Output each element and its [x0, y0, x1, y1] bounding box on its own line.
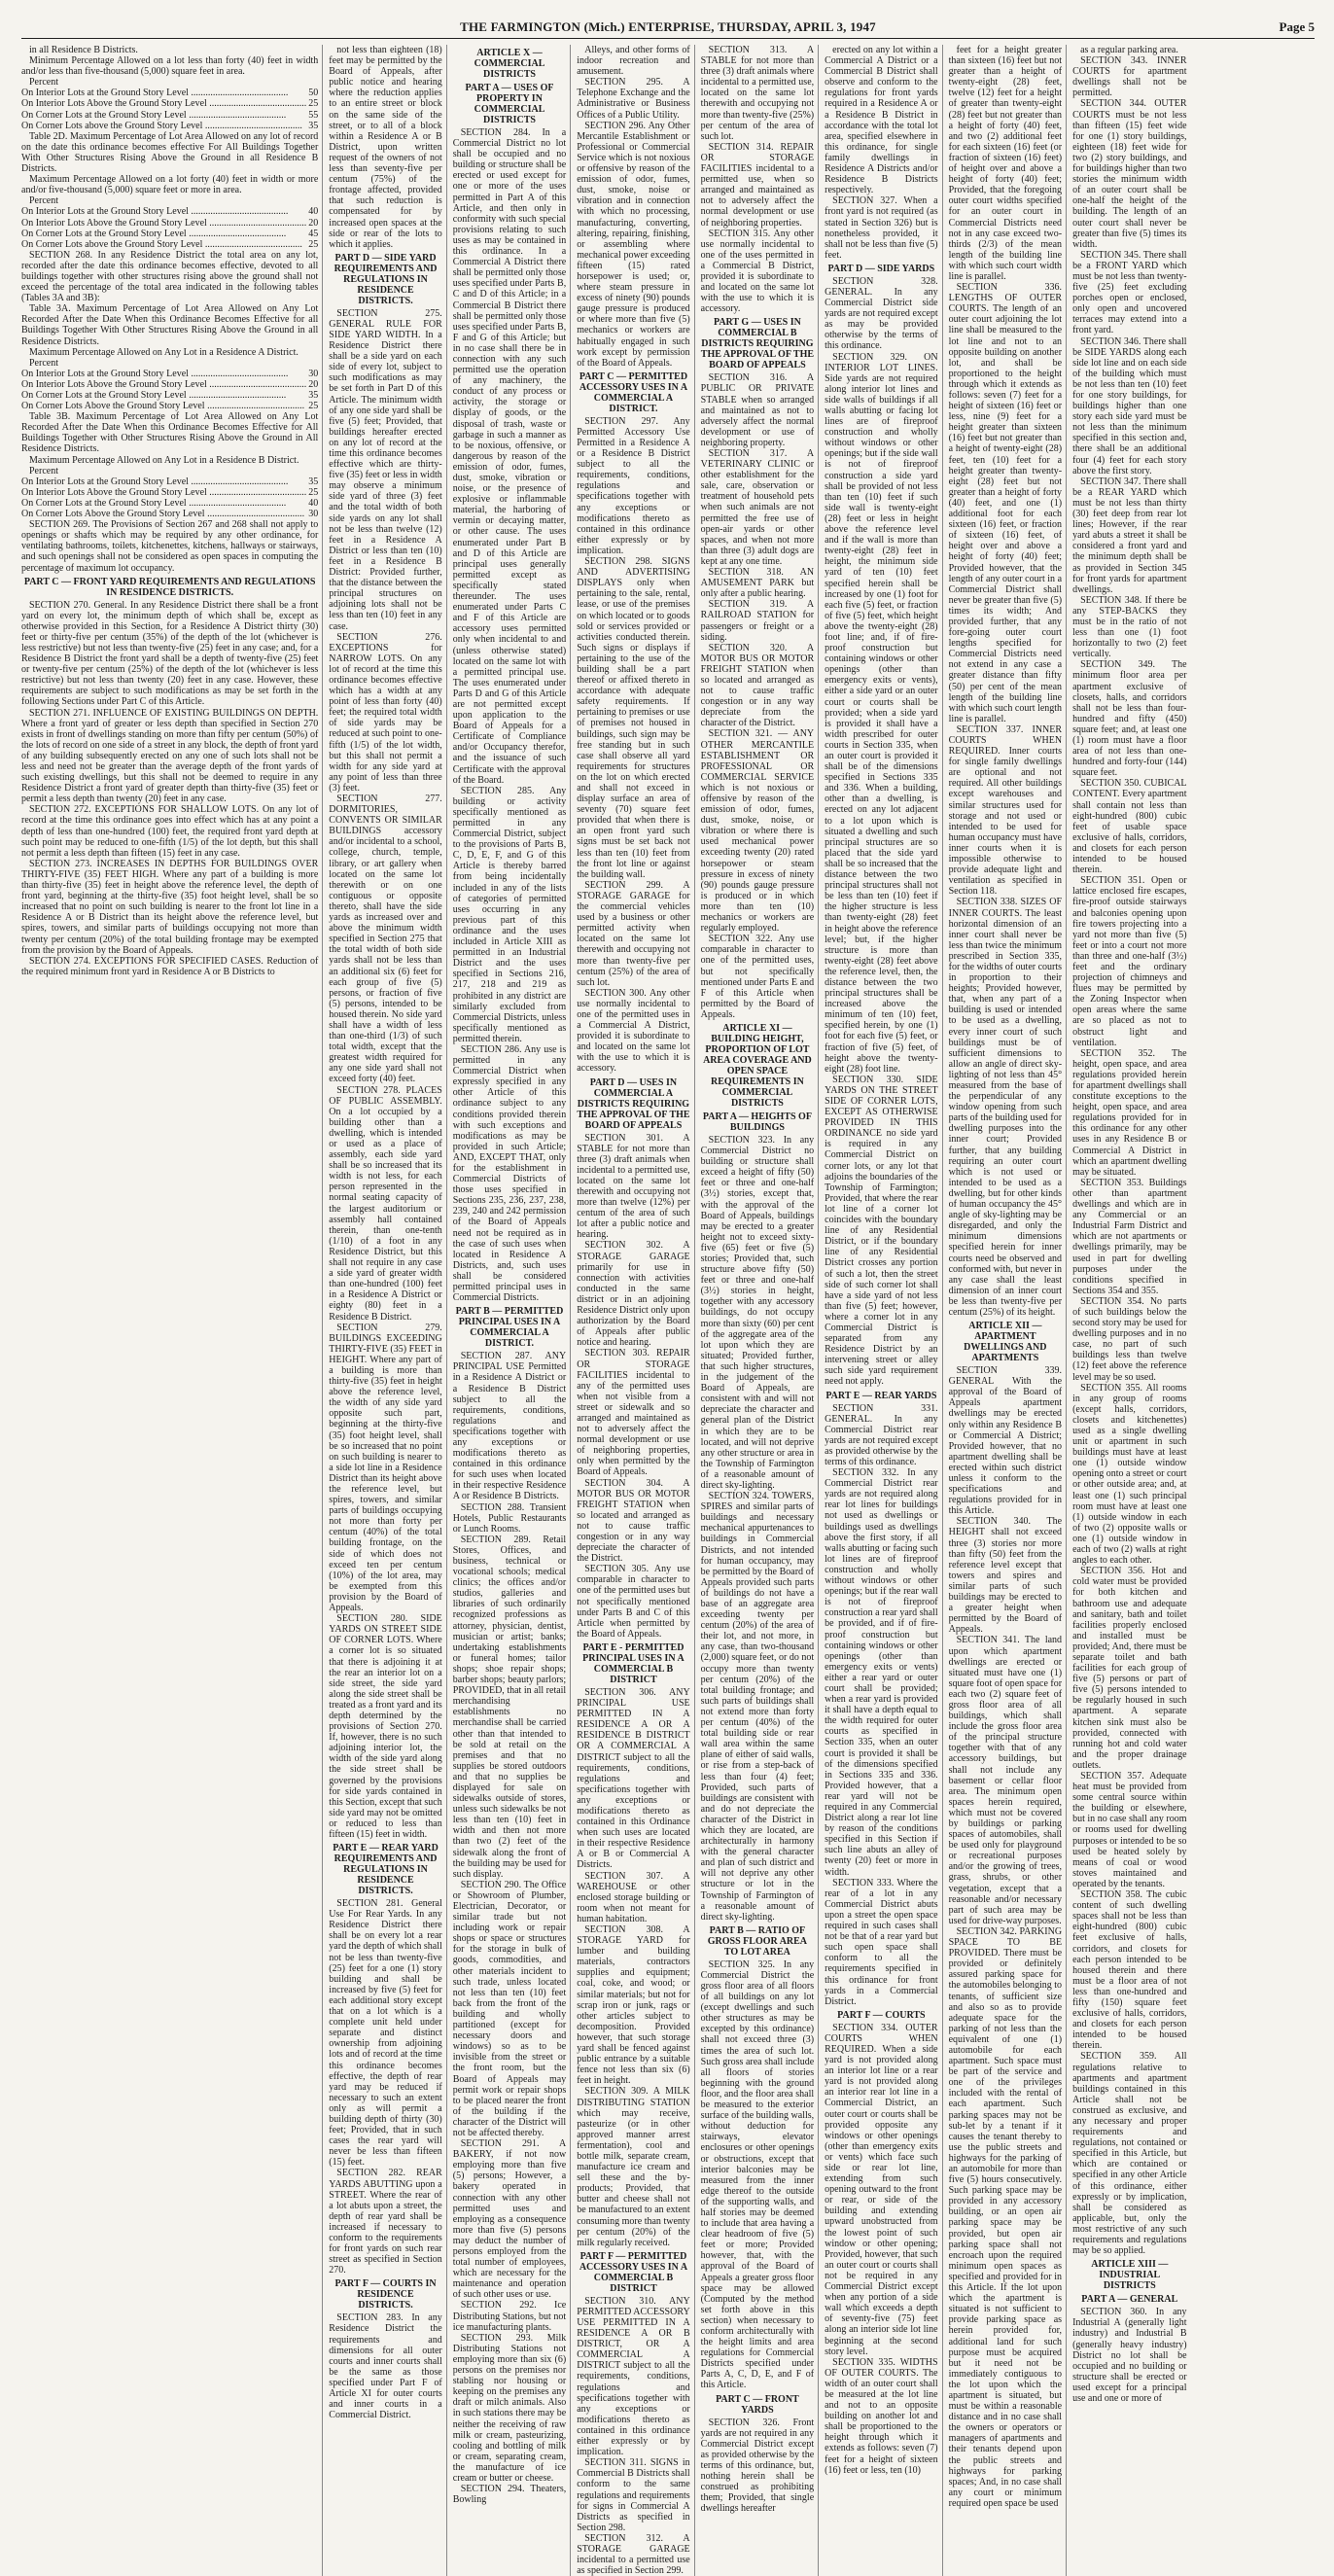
table-row-label: On Corner Lots Above the Ground Story Level .....: [21, 401, 306, 411]
paragraph: SECTION 344. OUTER COURTS must be not less than fifteen (15) feet wide for one (1) story buildings, eighteen (18) feet wide for two (2) story buildings, and for buildings higher than two stories the minimum width of an outer court shall be one-half the height of the building. The length of an outer court shall never be greater than five (5) times its width.: [1072, 98, 1187, 250]
paragraph: SECTION 296. Any Other Mercantile Establishment or Professional or Commercial Service which is not noxious or offensive by reason of the emission of odor, fumes, dust, smoke, noise or vibration and in connection with which no processing, manufacturing, converting, altering, repairing, finishing, or assembling where mechanical power exceeding fifteen (15) rated horsepower is used; or, where steam pressure in excess of ninety (90) pounds gauge pressure is produced or where more than five (5) mechanics or workers are habitually engaged in such work except by permission of the Board of Appeals.: [577, 120, 690, 369]
percentage-table-row: [21, 476, 318, 487]
paragraph: SECTION 291. A BAKERY, if not now employing more than five (5) persons; However, a bakery operated in connection with any other permitted uses and employing as a consequence more than five (5) persons may deduct the number of persons employed from the total number of employees, which are necessary for the maintenance and operation of such other uses or use.: [452, 2138, 567, 2301]
table-row-value: 35: [308, 120, 319, 131]
paragraph: SECTION 340. The HEIGHT shall not exceed three (3) stories nor more than fifty (50) feet from the reference level except that towers and spires and similar parts of such buildings may be erected to a greater height when permitted by the Board of Appeals.: [948, 1516, 1063, 1636]
table-row-label: On Interior Lots Above the Ground Story Level .....: [21, 98, 306, 109]
paragraph: SECTION 355. All rooms in any group of rooms (except halls, corridors, closets and kitchenettes) used as a single dwelling unit or apartment in such buildings must have at least one (1) outside window opening onto a street or court or other outside area; and, at least one (1) such principal room must have at least one (1) outside window in each of two (2) opposite walls or one (1) outside window in each of two (2) walls at right angles to each other.: [1072, 1382, 1187, 1567]
table-row-label: On Corner Lots at the Ground Story Level .....: [21, 390, 306, 401]
paragraph: SECTION 302. A STORAGE GARAGE primarily for use in connection with activities conducted in the same district or in an adjoining Residence District only upon authorization by the Board of Appeals after public notice and hearing.: [577, 1240, 690, 1349]
paragraph: SECTION 317. A VETERINARY CLINIC or other establishment for the sale, care, observation or treatment of household pets when such animals are not permitted the free use of open-air yards or other spaces, and when not more than three (3) adult dogs are kept at any one time.: [700, 448, 815, 567]
paragraph: SECTION 332. In any Commercial District rear yards are not required along rear lot lines for buildings not used as dwellings or buildings used as dwellings above the first story, if all walls abutting or facing such lot lines are of fireproof construction and wholly without windows or other openings; but if the rear wall is not of fireproof construction a rear yard shall be provided, and if of fire-proof construction but containing windows or other openings (other than emergency exits or vents) either a rear yard or outer court shall be provided; when a rear yard is provided it shall have a depth equal to the width required for outer courts as specified in Section 335, when an outer court is provided it shall be of the dimensions specified in Sections 335 and 336. Provided however, that a rear yard will not be required in any Commercial District along a rear lot line by reason of the conditions specified in this Section if such line abuts an alley of twenty (20) feet or more in width.: [825, 1467, 938, 1878]
paragraph: SECTION 268. In any Residence District the total area on any lot, recorded after the date this ordinance becomes effective, devoted to all buildings together with other structures rising above the ground shall not exceed the percentage of the total area indicated in the following tables (Tables 3A and 3B):: [21, 249, 319, 304]
paragraph: SECTION 282. REAR YARDS ABUTTING upon a STREET. Where the rear of a lot abuts upon a street, the depth of rear yard shall be increased if necessary to conform to the requirements for front yards on such rear street as specified in Section 270.: [329, 2168, 442, 2276]
section-heading: PART C — FRONT YARD REQUIREMENTS AND REGULATIONS IN RESIDENCE DISTRICTS.: [23, 576, 316, 598]
paragraph: SECTION 341. The land upon which apartment dwellings are erected or situated must have one (1) square foot of open space for each two (2) square feet of gross floor area of all buildings, which shall include the gross floor area of the principal structure together with that of any accessory buildings, but shall not include any basement or cellar floor area. The minimum open spaces herein required, which must not be covered by buildings or parking spaces of automobiles, shall be used only for playground or recreational purposes and/or the growing of trees, grass, shrubs, or other vegetation, except that a reasonable and/or necessary part of such area may be used for drive-way purposes.: [948, 1635, 1063, 1926]
paragraph: SECTION 269. The Provisions of Section 267 and 268 shall not apply to openings or shafts which may be required by any other ordinance, for ventilating bathrooms, toilets, kitchenettes, kitchens, hallways or stairways, and such openings shall not be considered as open spaces in computing the percentage of maximum lot occupancy.: [21, 519, 319, 574]
section-heading: PART C — FRONT YARDS: [716, 2393, 799, 2416]
paragraph: SECTION 283. In any Residence District the requirements and dimensions for all outer courts and inner courts shall be the same as those specified under Part F of Article XI for outer courts and inner courts in a Commercial District.: [329, 2312, 442, 2421]
section-heading: PART F — COURTS IN RESIDENCE DISTRICTS.: [334, 2278, 437, 2311]
table-row-label: On Corner Lots at the Ground Story Level .....: [21, 229, 306, 239]
paragraph: SECTION 360. In any Industrial A (generally light industry) and Industrial B (generally heavy industry) District no lot shall be occupied and no building or structure shall be erected or used except for a principal use and one or more of: [1072, 2307, 1187, 2404]
paragraph: SECTION 300. Any other use normally incidental to one of the permitted uses in a Commercial A District, provided it is subordinate to and located on the same lot with the use to which it is accessory.: [577, 987, 690, 1075]
table-row-label: On Corner Lots Above the Ground Story Level .....: [21, 509, 306, 519]
section-heading: PART D — SIDE YARD REQUIREMENTS AND REGULATIONS IN RESIDENCE DISTRICTS.: [334, 252, 438, 306]
percentage-table-row: [21, 229, 318, 239]
percentage-table-row: [21, 110, 318, 121]
section-heading: PART E — REAR YARDS: [825, 1390, 937, 1401]
paragraph: SECTION 315. Any other use normally incidental to one of the uses permitted in a Commercial B District, provided it is subordinate to and located on the same lot with the use to which it is accessory.: [700, 228, 815, 315]
table-row-value: 25: [308, 401, 319, 412]
paragraph: SECTION 273. INCREASES IN DEPTHS FOR BUILDINGS OVER THIRTY-FIVE (35) FEET HIGH. Where any part of a building is more than thirty-five (35) feet in height above the reference level, the depth of front yard, beginning at the thirty-five (35) foot height level, shall be so increased that no point on such building is nearer to the front lot line in a Residence A or B District than its height above the reference level, but spires, towers, and similar parts of buildings occupying not more than twenty per centum (20%) of the total building frontage may be exempted from the provision by the Board of Appeals.: [21, 858, 319, 956]
section-heading: PART B — RATIO OF GROSS FLOOR AREA TO LOT AREA: [707, 1924, 808, 1958]
section-heading: PART F — COURTS: [837, 2009, 926, 2021]
section-heading: PART G — USES IN COMMERCIAL B DISTRICTS REQUIRING THE APPROVAL OF THE BOARD OF APPEALS: [700, 317, 815, 371]
paragraph: SECTION 288. Transient Hotels, Public Restaurants or Lunch Rooms.: [452, 1501, 567, 1535]
percentage-table-row: [21, 369, 318, 379]
paragraph: SECTION 328. GENERAL. In any Commercial District side yards are not required except as may be provided otherwise by the terms of this ordinance.: [825, 275, 938, 352]
paragraph: SECTION 314. REPAIR OR STORAGE FACILITIES incidental to a permitted use, when so arranged and maintained as not to adversely affect the normal development or use of neighboring properties.: [700, 141, 815, 229]
section-heading: PART E — REAR YARD REQUIREMENTS AND REGULATIONS IN RESIDENCE DISTRICTS.: [333, 1843, 439, 1897]
paragraph: SECTION 330. SIDE YARDS ON THE STREET SIDE OF CORNER LOTS, EXCEPT AS OTHERWISE PROVIDED IN THIS ORDINANCE no side yard is required in any Commercial District on corner lots, or any lot that adjoins the boundaries of the Township of Farmington; Provided, that where the rear lot line of a corner lot coincides with the boundary line of any Residential District, or if the boundary line of any Residential District crosses any portion of such a lot, then the street side of such corner lot shall have a side yard of not less than five (5) feet; however, where a corner lot in any Commercial District is separated from any Residence District by an intervening street or alley such side yard requirement need not apply.: [825, 1074, 938, 1388]
paragraph: SECTION 320. A MOTOR BUS OR MOTOR FREIGHT STATION when so located and arranged as not to cause traffic congestion or in any way depreciate from the character of the District.: [700, 642, 815, 729]
text-column-2: [329, 45, 446, 2576]
paragraph: SECTION 289. Retail Stores, Offices, and business, technical or vocational schools; medical clinics; the offices and/or studios, galleries and libraries of such ordinarily recognized professions as attorney, physician, dentist, musician or artist; banks; undertaking establishments or funeral homes; tailor shops; shoe repair shops; barber shops; beauty parlors; PROVIDED, that in all retail merchandising establishments no merchandise shall be carried other than that intended to be sold at retail on the premises and that no supplies be stored outdoors and that no supplies be displayed for sale on sidewalks outside of stores, unless such sidewalks be not less than ten (10) feet in width and then not more than two (2) feet of the sidewalk along the front of the building may be used for such display.: [452, 1534, 567, 1880]
percentage-table-row: [21, 98, 318, 109]
paragraph: SECTION 285. Any building or activity specifically mentioned as permitted in any Commercial District, subject to the provisions of Parts B, C, D, E, F, and G of this Article is thereby barred from being incidentally included in any of the lists of categories of permitted uses occurring in any previous part of this ordinance and the uses included in Article XIII as permitted in an Industrial District and the uses specified in Sections 216, 217, 218 and 219 as prohibited in any district are similarly excluded from Commercial Districts, unless specifically mentioned as permitted therein.: [452, 785, 567, 1044]
masthead: [21, 8, 1315, 39]
masthead-title: THE FARMINGTON (Mich.) ENTERPRISE, THURSDAY, APRIL 3, 1947: [460, 19, 876, 34]
paragraph: SECTION 306. ANY PRINCIPAL USE PERMITTED IN A RESIDENCE A OR A RESIDENCE B DISTRICT OR A COMMERCIAL A DISTRICT subject to all the requirements, conditions, regulations and specifications together with any exceptions or modifications thereto as contained in this Ordinance when such uses are located in their respective Residence A or B or Commercial A Districts.: [577, 1686, 690, 1871]
text-column-7: [949, 45, 1067, 2576]
text-column-3: [453, 45, 571, 2576]
paragraph: SECTION 321. — ANY OTHER MERCANTILE ESTABLISHMENT OR PROFESSIONAL OR COMMERCIAL SERVICE which is not noxious or offensive by reason of the emission of odor, fumes, dust, smoke, noise, or vibration or where there is used mechanical power exceeding twenty (20) rated horsepower or steam pressure in excess of ninety (90) pounds gauge pressure is produced or in which more than ten (10) mechanics or workers are regularly employed.: [700, 728, 815, 935]
paragraph: SECTION 311. SIGNS in Commercial B Districts shall conform to the same regulations and requirements for signs in Commercial A Districts as specified in Section 298.: [577, 2457, 690, 2533]
text-column-1: [21, 45, 323, 2576]
section-heading: PART A — HEIGHTS OF BUILDINGS: [702, 1111, 812, 1133]
paragraph: SECTION 323. In any Commercial District no building or structure shall exceed a height of fifty (50) feet or three and one-half (3½) stories, except that, with the approval of the Board of Appeals, buildings may be erected to a greater height not to exceed sixty-five (65) feet or five (5) stories; Provided that, such structure above fifty (50) feet or three and one-half (3½) stories in height, together with any accessory buildings, do not occupy more than sixty (60) per cent of the aggregate area of the lot upon which they are situated; Provided further, that such higher structures, in the judgement of the Board of Appeals, are consistent with and will not depreciate the character and general plan of the District in which they are to be located, and will not deprive any other structure or area in the Township of Farmington of a reasonable amount of direct sky-lighting.: [700, 1134, 815, 1491]
paragraph: SECTION 299. A STORAGE GARAGE for the commercial vehicles used by a business or other permitted activity when located on the same lot therewith and occupying not more than twenty-five per centum (25%) of the area of such lot.: [577, 879, 690, 988]
paragraph: SECTION 284. In a Commercial District no lot shall be occupied and no building or structure shall be erected or used except for one or more of the uses permitted in Part A of this Article, and then only in conformity with such special provisions relating to such uses as may be contained in this ordinance. In a Commercial A District there shall be permitted only those uses specified under Parts B, C and D of this Article; in a Commercial B District there shall be permitted only those uses specified under Parts B, F and G of this Article; but in no case shall there be in connection with any such permitted use the operation of any machinery, the conduct of any process or activity, the storage or display of goods, or the disposal of trash, waste or garbage in such a manner as to be noxious, offensive, or dangerous by reason of the emission of odor, fumes, dust, smoke, vibration or noise, or the presence of explosive or inflammable material, the harboring of vermin or decaying matter, or other cause. The uses enumerated under Part B and D of this Article are principal uses generally permitted except as specifically stated thereunder. The uses enumerated under Parts C and F of this Article are accessory uses permitted only when incidental to and (unless otherwise stated) located on the same lot with a permitted principal use. The uses enumerated under Parts D and G of this Article are not permitted except upon application to the Board of Appeals for a Certificate of Compliance and/or Occupancy therefor, and the issuance of such Certificate with the approval of the Board.: [452, 127, 567, 786]
paragraph: SECTION 354. No parts of such buildings below the second story may be used for dwelling purposes and in no case, no part of such buildings less than twelve (12) feet above the reference level may be so used.: [1072, 1295, 1187, 1383]
percentage-table-row: [21, 379, 318, 390]
paragraph: SECTION 316. A PUBLIC OR PRIVATE STABLE when so arranged and maintained as not to adversely affect the normal development or use of neighboring property.: [700, 372, 815, 448]
paragraph: SECTION 352. The height, open space, and area regulations provided herein for apartment dwellings shall constitute exceptions to the height, open space, and area regulations provided for in this ordinance for any other uses in any Residence B or Commercial A District in which an apartment dwelling may be situated.: [1072, 1047, 1187, 1178]
percentage-table-row: [21, 206, 318, 217]
paragraph: SECTION 322. Any use comparable in character to one of the permitted uses, but not specifically mentioned under Parts E and F of this Article when permitted by the Board of Appeals.: [700, 934, 815, 1020]
table-row-label: On Interior Lots Above the Ground Story Level .....: [21, 218, 306, 229]
paragraph: SECTION 326. Front yards are not required in any Commercial District except as provided otherwise by the terms of this ordinance, but, nothing herein shall be construed as prohibiting them; Provided, that single dwellings hereafter: [700, 2417, 815, 2515]
paragraph: Percent: [29, 465, 58, 476]
paragraph: SECTION 301. A STABLE for not more than three (3) draft animals when incidental to a permitted use, located on the same lot therewith and occupying not more than twelve (12%) per centum of the area of such lot after a public notice and hearing.: [577, 1132, 690, 1241]
table-row-value: 25: [308, 486, 319, 498]
page-number: Page 5: [1279, 19, 1315, 34]
paragraph: Percent: [29, 77, 58, 88]
paragraph: SECTION 336. LENGTHS OF OUTER COURTS. The length of an outer court adjoining the lot line shall be measured to the lot line and not to an opposite building on another lot, and shall be proportioned to the height through which it extends as follows: seven (7) feet for a height of sixteen (16) feet or less, nine (9) feet for a height greater than sixteen (16) feet but not greater than a height of twenty-eight (28) feet, ten (10) feet for a height greater than twenty-eight (28) feet but not greater than a height of forty (40) feet, and one (1) additional foot for each sixteen (16) feet, or fraction of sixteen (16) feet, of height over and above a height of forty (40) feet; Provided however, that the length of any outer court in a Commercial District shall never be greater than five (5) times its width; And provided further, that any fore-going outer court lengths specified for Commercial Districts need not extend in any case a greater distance than fifty (50) per cent of the mean length of the building line with which such court length line is parallel.: [948, 282, 1063, 724]
paragraph: Table 3A. Maximum Percentage of Lot Area Allowed on Any Lot Recorded After the Date When this Ordinance Becomes Effective for all Buildings Together With Other Structures Rising Above the Ground in all Residence Districts.: [21, 303, 319, 347]
table-row-value: 50: [308, 88, 319, 99]
paragraph: SECTION 309. A MILK DISTRIBUTING STATION which may receive, pasteurize (or in other approved manner arrest fermentation), cool and bottle milk, separate cream, manufacture ice cream and sell these and the by-products; Provided, that butter and cheese shall not be manufactured to an extent consuming more than twenty per centum (20%) of the milk regularly received.: [577, 2086, 690, 2248]
paragraph: SECTION 337. INNER COURTS WHEN REQUIRED. Inner courts for single family dwellings are optional and not required. All other buildings except warehouses and similar structures used for storage and not used or intended to be used for human occupancy must have inner courts when it is impossible otherwise to provide adequate light and ventilation as specified in Section 118.: [948, 723, 1063, 898]
table-row-value: 35: [308, 476, 319, 487]
paragraph: SECTION 307. A WAREHOUSE or other enclosed storage building or room when not meant for human habitation.: [577, 1870, 690, 1924]
paragraph: Maximum Percentage Allowed on a lot forty (40) feet in width or more and/or five-thousand (5,000) square feet or more in area.: [21, 174, 319, 196]
percentage-table-row: [21, 487, 318, 498]
percentage-table-row: [21, 239, 318, 250]
paragraph: SECTION 353. Buildings other than apartment dwellings and which are in any Commercial or an Industrial Farm District and which are not apartments or dwellings primarily, may be used in part for dwelling purposes under the conditions specified in Sections 354 and 355.: [1072, 1177, 1187, 1296]
paragraph: SECTION 290. The Office or Showroom of Plumber, Electrician, Decorator, or similar trade but not including work or repair shops or space or structures for the storage in bulk of goods, commodities, and other materials incident to such trade, unless located not less than ten (10) feet back from the front of the building and wholly partitioned (except for necessary doors and windows) so as to be invisible from the street or the front room, but the Board of Appeals may permit work or repair shops to be placed nearer the front of the building if the character of the District will not be affected thereby.: [452, 1879, 567, 2138]
paragraph: SECTION 275. GENERAL RULE FOR SIDE YARD WIDTH. In a Residence District there shall be a side yard on each side of every lot, subject to such modifications as may be set forth in Part D of this Article. The minimum width of any one side yard shall be five (5) feet; Provided, that buildings hereafter erected on any lot of record at the time this ordinance becomes effective which are thirty-five (35) feet or less in width may observe a minimum side yard of three (3) feet and the total width of both side yards on any lot shall not be less than twelve (12) feet in a Residence A District or less than ten (10) feet in a Residence B District: Provided further, that the distance between the principal structures on adjoining lots shall not be less than ten (10) feet in any case.: [329, 307, 442, 632]
paragraph: SECTION 329. ON INTERIOR LOT LINES. Side yards are not required along interior lot lines and side walls of buildings if all walls abutting or facing lot lines are of fireproof construction and wholly without windows or other openings; but if the side wall is not of fireproof construction a side yard shall be provided of not less than ten (10) feet if such side wall is twenty-eight (28) feet or less in height above the reference level and if the wall is more than twenty-eight (28) feet in height, the minimum side yard of ten (10) feet specified herein shall be increased by one (1) foot for each five (5) feet, or fraction of five (5) feet, which height above the twenty-eight (28) foot line; and, if of fire-proof construction but containing windows or other openings (other than emergency exits or vents), either a side yard or an outer court or courts shall be provided; when a side yard is provided it shall have a width prescribed for outer courts in Section 335, when an outer court is provided it shall be of the dimensions specified in Sections 335 and 336. When a building, other than a dwelling, is erected on any lot adjacent to a lot upon which is situated a dwelling and such principal structures are so placed that the side yard shall be so increased that the distance between the two principal structures shall not be less than ten (10) feet if the higher structure is less than twenty-eight (28) feet in height above the reference level; but, if the higher structure is more than twenty-eight (28) feet above the reference level, then, the distance between the two principal structures shall be increased above the minimum of ten (10) feet, specified herein, by one (1) foot for each five (5) feet, or fraction of five (5) feet, of height above the twenty-eight (28) foot line.: [825, 351, 938, 1075]
text-column-4: [577, 45, 694, 2576]
paragraph: SECTION 297. Any Permitted Accessory Use Permitted in a Residence A or a Residence B District subject to all the requirements, conditions, regulations and specifications together with any exceptions or modifications thereto as contained in this ordinance either expressly or by implication.: [577, 415, 690, 556]
paragraph: SECTION 298. SIGNS AND ADVERTISING DISPLAYS only when pertaining to the sale, rental, lease, or use of the premises on which located or to goods sold or services provided or activities conducted therein. Such signs or displays if pertaining to the use of the building shall be a part thereof or affixed thereto in accordance with adequate safety requirements. If pertaining to premises or use of premises not housed in buildings, such sign may be free standing but in such case shall observe all yard requirements for structures on the lot on which erected and shall not exceed in display surface an area of seventy (70) square feet provided that when there is an open front yard such signs must be set back not less than ten (10) feet from the front lot line or against the building wall.: [577, 556, 690, 880]
paragraph: SECTION 292. Ice Distributing Stations, but not ice manufacturing plants.: [452, 2300, 567, 2333]
paragraph: not less than eighteen (18) feet may be permitted by the Board of Appeals, after public notice and hearing where the reduction applies to an entire street or block on the same side of the street, or to all of a block within a Residence A or B District, upon written request of the owners of not less than seventy-five per centum (75%) of the frontage affected, provided that such reduction is compensated for by increased open spaces at the side or rear of the lots to which it applies.: [329, 45, 442, 250]
paragraph: SECTION 349. The minimum floor area per apartment exclusive of closets, halls, and corridors shall not be less than four-hundred and fifty (450) square feet; and, at least one (1) room must have a floor area of not less than one-hundred and forty-four (144) square feet.: [1072, 659, 1187, 779]
paragraph: SECTION 278. PLACES OF PUBLIC ASSEMBLY. On a lot occupied by a building other than a dwelling, which is intended or used as a place of assembly, each side yard shall be so increased that its width is not less, for each person represented in the normal seating capacity of the largest auditorium or assembly hall contained therein, than one-tenth (1/10) of a foot in any Residence District, but this shall not require in any case a side yard of greater width than one-hundred (100) feet in a Residence A District or eighty (80) feet in a Residence B District.: [329, 1084, 442, 1323]
paragraph: SECTION 294. Theaters, Bowling: [452, 2484, 567, 2506]
paragraph: SECTION 319. A RAILROAD STATION for passengers or freight or a siding.: [700, 599, 815, 643]
paragraph: SECTION 347. There shall be a REAR YARD which must be not less than thirty (30) feet deep from rear lot lines; However, if the rear yard abuts a street it shall be considered a front yard and the minimum depth shall be as provided in Section 345 for front yards for apartment dwellings.: [1072, 476, 1187, 595]
paragraph: as a regular parking area.: [1080, 45, 1178, 55]
article-columns: [21, 45, 1315, 2576]
paragraph: SECTION 348. If there be any STEP-BACKS they must be in the ratio of not less than one (1) foot horizontally to two (2) feet vertically.: [1072, 594, 1187, 660]
percentage-table-row: [21, 498, 318, 509]
paragraph: SECTION 318. AN AMUSEMENT PARK but only after a public hearing.: [700, 567, 815, 600]
text-column-6: [825, 45, 942, 2576]
paragraph: SECTION 286. Any use is permitted in any Commercial District when expressly specified in any other Article of this ordinance subject to any conditions provided therein with such exceptions and modifications as may be provided in such Article; AND, EXCEPT THAT, only for the establishment in Commercial Districts of those uses specified in Sections 235, 236, 237, 238, 239, 240 and 242 permission of the Board of Appeals need not be required as in the case of such uses when located in Residence A Districts, and, such uses shall be considered permitted principal uses in Commercial Districts.: [452, 1043, 567, 1304]
paragraph: SECTION 346. There shall be SIDE YARDS along each side lot line and on each side of the building which must be not less than ten (10) feet for one story buildings, for buildings higher than one story each side yard must be not less than the minimum specified in this section and, there shall be an additional four (4) feet for each story above the first story.: [1072, 335, 1187, 476]
paragraph: SECTION 310. ANY PERMITTED ACCESSORY USE PERMITTED IN A RESIDENCE A OR B DISTRICT, OR A COMMERCIAL A DISTRICT subject to all the requirements, conditions, regulations and specifications together with any exceptions or modifications thereto as contained in this ordinance either expressly or by implication.: [577, 2295, 690, 2458]
section-heading: PART B — PERMITTED PRINCIPAL USES IN A COMMERCIAL A DISTRICT.: [455, 1306, 564, 1350]
table-row-value: 25: [308, 238, 319, 250]
paragraph: SECTION 324. TOWERS, SPIRES and similar parts of buildings and necessary mechanical appurtenances to buildings in Commercial Districts, and not intended for human occupancy, may be permitted by the Board of Appeals provided such parts of buildings do not have a base of an aggregate area exceeding twenty per centum (20%) of the area of their lot, and not more, in any case, than two-thousand (2,000) square feet, or do not occupy more than twenty per centum (20%) of the total building frontage; and such parts of buildings shall not extend more than forty per centum (40%) of the total building side or rear wall area within the same plane of either of said walls, or rise from a step-back of less than four (4) feet; Provided, such parts of buildings are consistent with and do not depreciate the character of the District in which they are located, are architecturally in harmony with the general character and plan of such district and will not deprive any other structure or lot in the Township of Farmington of a reasonable amount of direct sky-lighting.: [700, 1491, 815, 1923]
paragraph: SECTION 313. A STABLE for not more than three (3) draft animals where incidental to a permitted use, located on the same lot therewith and occupying not more than twenty-five (25%) per centum of the area of such lot.: [700, 45, 815, 142]
section-heading: ARTICLE X — COMMERCIAL DISTRICTS: [474, 48, 545, 80]
table-row-label: On Interior Lots Above the Ground Story Level .....: [21, 487, 306, 498]
table-row-value: 30: [308, 368, 319, 379]
paragraph: SECTION 338. SIZES OF INNER COURTS. The least horizontal dimension of an inner court shall never be less than twice the minimum prescribed in Section 335, for the widths of outer courts in proportion to their heights; Provided however, that, when any part of a building is used or intended to be used as a dwelling, every inner court of such buildings must be of sufficient dimensions to allow an angle of direct sky-lighting of not less than 45° measured from the base of the perpendicular of any window opening from such parts of the building used for dwelling purposes into the inner court; Provided further, that any building requiring an outer court which is not used or intended to be used as a dwelling, but for other kinds of human occupancy the 45° angle of sky-lighting may be disregarded, and only the minimum dimensions specified herein for inner courts need be observed and conformed with, but never in any case shall the least dimension of an inner court be less than twenty-five per centum (25%) of its height.: [948, 897, 1063, 1318]
percentage-table-row: [21, 401, 318, 411]
paragraph: SECTION 287. ANY PRINCIPAL USE Permitted in a Residence A District or a Residence B District subject to all the requirements, conditions, regulations and specifications together with any exceptions or modifications thereto as contained in this ordinance for such uses when located in their respective Residence A or Residence B Districts.: [452, 1351, 567, 1502]
paragraph: Table 3B. Maximum Percentage of Lot Area Allowed on Any Lot Recorded After the Date When this Ordinance Becomes Effective for All Buildings Together with Other Structures Rising Above the Ground in All Residence Districts.: [21, 411, 319, 455]
paragraph: Table 2D. Maximum Percentage of Lot Area Allowed on any lot of record on the date this ordinance becomes effective For All Buildings Together With Other Structures Rising Above the Ground in all Residence B Districts.: [21, 130, 319, 175]
paragraph: SECTION 345. There shall be a FRONT YARD which must be not less than twenty-five (25) feet excluding porches open or enclosed, only open and uncovered terraces may extend into a front yard.: [1072, 249, 1187, 336]
paragraph: SECTION 350. CUBICAL CONTENT. Every apartment shall contain not less than eight-hundred (800) cubic feet of usable space exclusive of halls, corridors, and closets for each person intended to be housed therein.: [1072, 778, 1187, 876]
table-row-value: 20: [308, 378, 319, 390]
paragraph: SECTION 359. All regulations relative to apartments and apartment buildings contained in this Article shall not be construed as exclusive, and any necessary and proper requirements and regulations, not contained or specified in this Article, but which are contained or specified in any other Article of this ordinance, either expressly or by implication, shall be considered as applicable, but, only the most restrictive of any such requirements and regulations may be so applied.: [1072, 2051, 1187, 2257]
section-heading: PART F — PERMITTED ACCESSORY USES IN A COMMERCIAL B DISTRICT: [579, 2250, 688, 2294]
paragraph: SECTION 276. EXCEPTIONS for NARROW LOTS. On any lot of record at the time this ordinance becomes effective which has a width at any point of less than forty (40) feet; the required total width of side yards may be reduced at such point to one-fifth (1/5) of the lot width, but this shall not permit a width for any side yard at any point of less than three (3) feet.: [329, 631, 442, 794]
paragraph: Minimum Percentage Allowed on a lot less than forty (40) feet in width and/or less than five-thousand (5,000) square feet in area.: [21, 55, 319, 78]
section-heading: PART D — SIDE YARDS: [827, 263, 935, 274]
paragraph: SECTION 305. Any use comparable in character to one of the permitted uses but not specifically mentioned under Parts B and C of this Article when permitted by the Board of Appeals.: [577, 1564, 690, 1640]
table-row-label: On Interior Lots Above the Ground Story Level .....: [21, 379, 306, 390]
table-row-value: 30: [308, 509, 319, 520]
table-row-label: On Corner Lots above the Ground Story Level .....: [21, 121, 306, 131]
paragraph: SECTION 312. A STORAGE GARAGE incidental to a permitted use as specified in Section 299.: [577, 2532, 690, 2576]
table-row-label: On Corner Lots at the Ground Story Level .....: [21, 110, 306, 121]
section-heading: PART C — PERMITTED ACCESSORY USES IN A COMMERCIAL A DISTRICT.: [579, 371, 688, 414]
paragraph: erected on any lot within a Commercial A District or a Commercial B District shall observe and conform to the regulations for front yards required in a Residence A or a Residence B District in accordance with the total lot area, specified elsewhere in this ordinance, for single family dwellings in Residence A Districts and/or Residence B Districts respectively.: [825, 45, 938, 196]
paragraph: SECTION 280. SIDE YARDS ON STREET SIDE OF CORNER LOTS. Where a corner lot is so situated that there is adjoining it at the rear an interior lot on a side street, the side yard along the side street shall be treated as a front yard and its depth determined by the provisions of Section 270. If, however, there is no such adjoining interior lot, the width of the side yard along the side street shall be governed by the provisions for side yards contained in this Section, except that such side yard may not be omitted or reduced to less than fifteen (15) feet in width.: [329, 1613, 442, 1840]
section-heading: ARTICLE XII — APARTMENT DWELLINGS AND APARTMENTS: [964, 1321, 1047, 1364]
table-row-value: 35: [308, 390, 319, 401]
paragraph: SECTION 356. Hot and cold water must be provided for both kitchen and bathroom use and adequate and sanitary, bath and toilet facilities properly enclosed and installed must be provided; And, there must be separate toilet and bath facilities for each group of five (5) persons or part of five (5) persons intended to be regularly housed in such apartment. A separate kitchen sink must also be provided, connected with running hot and cold water and the proper drainage outlets.: [1072, 1566, 1187, 1771]
paragraph: Maximum Percentage Allowed on Any Lot in a Residence A District.: [29, 346, 298, 358]
table-row-label: On Corner Lots at the Ground Story Level .....: [21, 498, 306, 509]
text-column-5: [701, 45, 819, 2576]
paragraph: SECTION 277. DORMITORIES, CONVENTS OR SIMILAR BUILDINGS accessory and/or incidental to a school, college, church, temple, library, or art gallery when located on the same lot therewith or on one contiguous or opposite thereto, shall have the side yards as increased over and above the minimum width specified in Section 275 that the total width of both side yards shall not be less than an additional six (6) feet for each group of five (5) persons, or fraction of five (5) persons, intended to be housed therein. No side yard shall have a width of less than one-third (1/3) of such total width, except that the greatest width required for any one side yard shall not exceed forty (40) feet.: [329, 794, 442, 1085]
section-heading: ARTICLE XIII — INDUSTRIAL DISTRICTS: [1091, 2259, 1169, 2292]
paragraph: SECTION 342. PARKING SPACE TO BE PROVIDED. There must be provided or definitely assured parking space for the automobiles belonging to tenants, of sufficient size and also so as to provide adequate space for the parking of not less than the equivalent of one (1) automobile for each apartment. Such space must be part of the service and one of the privileges included with the rental of each apartment. Such parking spaces may not be sub-let by a tenant if it causes the tenant thereby to use the public streets and highways for the parking of an automobile for more than five (5) hours consecutively. Such parking space may be provided in any accessory building, or an open air parking space may be provided, but open air parking space shall not encroach upon the required minimum open spaces as specified and provided for in this Article. If the lot upon which the apartment is situated is not sufficient to provide parking space as herein provided for, additional land for such purpose must be acquired but it need not be immediately contiguous to the lot upon which the apartment is situated, but must be within a reasonable distance and in no case shall the owners or operators or managers of apartments and their tenants depend upon the public streets and highways for parking spaces; And, in no case shall any court or minimum required open space be used: [948, 1925, 1063, 2509]
paragraph: SECTION 343. INNER COURTS for apartment dwellings shall not be permitted.: [1072, 55, 1187, 99]
paragraph: SECTION 357. Adequate heat must be provided from some central source within the building or elsewhere, but in no case shall any room or rooms used for dwelling purposes or intended to be so used be heated solely by means of coal or wood stoves maintained and operated by the tenants.: [1072, 1771, 1187, 1889]
paragraph: SECTION 274. EXCEPTIONS FOR SPECIFIED CASES. Reduction of the required minimum front yard in Residence A or B Districts to: [21, 955, 319, 977]
paragraph: feet for a height greater than sixteen (16) feet but not greater than a height of twenty-eight (28) feet, twelve (12) feet for a height of greater than twenty-eight (28) feet but not greater than a height of forty (40) feet, and two (2) additional feet for each sixteen (16) feet (or fraction of sixteen (16) feet) of height over and above a height of forty (40) feet; Provided, that the foregoing outer court widths specified for an outer court in Commercial Districts need not in any case exceed two-thirds (2/3) of the mean length of the building line with which such court width line is parallel.: [948, 45, 1063, 282]
paragraph: SECTION 295. A Telephone Exchange and the Administrative or Business Offices of a Public Utility.: [577, 77, 690, 121]
percentage-table-row: [21, 88, 318, 98]
paragraph: Percent: [29, 195, 58, 207]
table-row-label: On Interior Lots at the Ground Story Level .....: [21, 206, 306, 217]
paragraph: Percent: [29, 357, 58, 369]
paragraph: SECTION 327. When a front yard is not required (as stated in Section 326) but is nonetheless provided, it shall not be less than five (5) feet.: [825, 195, 938, 261]
table-row-value: 55: [308, 109, 319, 121]
paragraph: SECTION 281. General Use For Rear Yards. In any Residence District there shall be on every lot a rear yard the depth of which shall not be less than twenty-five (25) feet for a one (1) story building and shall be increased by five (5) feet for each additional story except that on a lot which is a complete unit held under separate and distinct ownership from adjoining lots and of record at the time this ordinance becomes effective, the depth of rear yard may be reduced if necessary to such an extent only as will permit a building depth of thirty (30) feet; Provided, that in such cases the rear yard will never be less than fifteen (15) feet.: [329, 1898, 442, 2169]
paragraph: SECTION 293. Milk Distributing Stations not employing more than six (6) persons on the premises nor stabling nor housing or keeping on the premises any draft or milch animals. Also in such stations there may be neither the receiving of raw milk or cream, pasteurizing, cooling and bottling of milk or cream, separating cream, the manufacture of ice cream or butter or cheese.: [452, 2332, 567, 2484]
paragraph: SECTION 308. A STORAGE YARD for lumber and building materials, contractors supplies and equipment; coal, coke, and wood; or similar materials; but not for scrap iron or junk, rags or other articles subject to decomposition. Provided however, that such storage yard shall be fenced against public entrance by a suitable fence not less than six (6) feet in height.: [577, 1924, 690, 2087]
percentage-table-row: [21, 390, 318, 401]
table-row-value: 40: [308, 206, 319, 218]
paragraph: SECTION 335. WIDTHS OF OUTER COURTS. The width of an outer court shall be measured at the lot line and not to an opposite building on another lot and shall be proportioned to the height through which it extends as follows: seven (7) feet for a height of sixteen (16) feet or less, ten (10): [825, 2356, 938, 2476]
paragraph: SECTION 271. INFLUENCE OF EXISTING BUILDINGS ON DEPTH. Where a front yard of greater or less depth than specified in Section 270 exists in front of dwellings standing on more than fifty per centum (50%) of the lots of record on one side of a street in any block, the depth of front yard of any building subsequently erected on any one of such lots shall not be less and need not be greater than the average depth of the front yards of such existing dwellings, but this shall not be deemed to require in any Residence District a front yard of greater depth than thirty-five (35) feet or permit a less depth than twenty (20) feet in any case.: [21, 707, 319, 805]
section-heading: PART D — USES IN COMMERCIAL A DISTRICTS REQUIRING THE APPROVAL OF THE BOARD OF APPEALS: [577, 1076, 690, 1131]
section-heading: PART E - PERMITTED PRINCIPAL USES IN A COMMERCIAL B DISTRICT: [582, 1641, 685, 1685]
text-column-8: [1072, 45, 1190, 2576]
paragraph: SECTION 333. Where the rear of a lot in any Commercial District abuts upon a street the open space required in such cases shall not be that of a rear yard but such open space shall conform to all the requirements specified in this ordinance for front yards in a Commercial District.: [825, 1877, 938, 2007]
paragraph: SECTION 279. BUILDINGS EXCEEDING THIRTY-FIVE (35) FEET in HEIGHT. Where any part of a building is more than thirty-five (35) feet in height above the reference level, the width of any side yard opposite such part, beginning at the thirty-five (35) foot height level, shall be so increased that no point on such building is nearer to a side lot line in a Residence District than its height above the reference level, but spires, towers, and similar parts of buildings occupying not more than forty per centum (40%) of the total building frontage, on the side of which does not exceed ten per centum (10%) of the lot area, may be exempted from this provision by the Board of Appeals.: [329, 1322, 442, 1614]
table-row-value: 20: [308, 217, 319, 229]
section-heading: PART A — USES OF PROPERTY IN COMMERCIAL DISTRICTS: [465, 83, 554, 125]
paragraph: SECTION 303. REPAIR OR STORAGE FACILITIES incidental to any of the permitted uses when not visible from a street or sidewalk and so arranged and maintained as not to adversely affect the normal development or use of neighboring properties, only when permitted by the Board of Appeals.: [577, 1348, 690, 1478]
percentage-table-row: [21, 218, 318, 229]
paragraph: SECTION 351. Open or lattice enclosed fire escapes, fire-proof outside stairways and balconies opening upon fire towers projecting into a yard not more than five (5) feet or into a court not more than three and one-half (3½) feet and the ordinary projection of chimneys and flues may be permitted by the Zoning Inspector when open areas where the same are so placed as not to obstruct light and ventilation.: [1072, 875, 1187, 1048]
paragraph: in all Residence B Districts.: [29, 45, 138, 55]
table-row-label: On Interior Lots at the Ground Story Level .....: [21, 476, 306, 487]
table-row-label: On Interior Lots at the Ground Story Level .....: [21, 88, 306, 98]
paragraph: SECTION 331. GENERAL. In any Commercial District rear yards are not required except as provided otherwise by the terms of this ordinance.: [825, 1402, 938, 1467]
paragraph: SECTION 304. A MOTOR BUS OR MOTOR FREIGHT STATION when so located and arranged as not to cause traffic congestion or in any way depreciate the character of the District.: [577, 1477, 690, 1565]
table-row-label: On Corner Lots above the Ground Story Level .....: [21, 239, 306, 250]
percentage-table-row: [21, 121, 318, 131]
paragraph: Maximum Percentage Allowed on Any Lot in a Residence B District.: [29, 454, 299, 466]
paragraph: SECTION 339. GENERAL With the approval of the Board of Appeals apartment dwellings may be erected only within any Residence B or Commercial A District; Provided however, that no apartment dwelling shall be erected within such district unless it conform to the specifications and regulations provided for in this Article.: [948, 1365, 1063, 1517]
table-row-value: 45: [308, 228, 319, 239]
paragraph: Alleys, and other forms of indoor recreation and amusement.: [577, 45, 690, 78]
percentage-table-row: [21, 509, 318, 519]
paragraph: SECTION 358. The cubic content of such dwelling spaces shall not be less than eight-hundred (800) cubic feet exclusive of halls, corridors, and closets for each person intended to be housed therein and there must be a floor area of not less than one-hundred and fifty (150) square feet exclusive of halls, corridors, and closets for each person intended to be housed therein.: [1072, 1889, 1187, 2052]
section-heading: ARTICLE XI — BUILDING HEIGHT, PROPORTION OF LOT AREA COVERAGE AND OPEN SPACE REQUIREMENTS IN COMMERCIAL DISTRICTS: [703, 1022, 812, 1109]
paragraph: SECTION 270. General. In any Residence District there shall be a front yard on every lot, the minimum depth of which shall be, except as otherwise provided in this Section, for a Residence A District thirty (30) feet or thirty-five per centum (35%) of the depth of the lot (whichever is less restrictive) but not less than twenty-five (25) feet in any case; and, for a Residence B District the front yard shall be a depth of twenty-five (25) feet or twenty-five per centum (25%) of the depth of the lot (whichever is less restrictive) but not less than twenty (20) feet in any case. However, these requirements are subject to such modifications as may be set forth in the following Sections under Part C of this Article.: [21, 599, 319, 708]
paragraph: SECTION 272. EXCEPTIONS FOR SHALLOW LOTS. On any lot of record at the time this ordinance goes into effect which has at any point a depth of less than one-hundred (100) feet, the required front yard depth at such point may be reduced to one-fifth (1/5) of the lot depth, but this shall not permit a less depth than fifteen (15) feet in any case.: [21, 804, 319, 859]
paragraph: SECTION 334. OUTER COURTS WHEN REQUIRED. When a side yard is not provided along an interior lot line or a rear yard is not provided along an interior rear lot line in a Commercial District, an outer court or courts shall be provided opposite any windows or other openings (other than emergency exits or vents) which face such side or rear lot line, extending from such opening outward to the front or rear, or side of the building and extending upward unobstructed from the lowest point of such window or other opening; Provided, however, that such an outer court or courts shall not be required in any Commercial District except when any portion of a side wall which exceeds a depth of seventy-five (75) feet along an interior side lot line beginning at the second story level.: [825, 2022, 938, 2357]
table-row-value: 40: [308, 497, 319, 509]
section-heading: PART A — GENERAL: [1081, 2294, 1178, 2306]
table-row-value: 25: [308, 98, 319, 110]
paragraph: SECTION 325. In any Commercial District the gross floor area of all floors of all buildings on any lot (except dwellings and such other structures as may be excepted by this ordinance) shall not exceed three (3) times the area of such lot. Such gross area shall include all floors of stories beginning with the ground floor, and the floor area shall be measured to the exterior surface of the building walls, without deduction for stairways, elevator enclosures or other openings or obstructions, except that interior balconies may be measured from the inner edge thereof to the outside of the supporting walls, and half stories may be deemed to include that area having a clear headroom of five (5) feet or more; Provided however, that, with the approval of the Board of Appeals a greater gross floor space may be allowed (Computed by the method set forth above in this section) when necessary to conform architecturally with the height limits and area regulations for Commercial Districts specified under Parts A, C, D, E, and F of this Article.: [700, 1958, 815, 2391]
table-row-label: On Interior Lots at the Ground Story Level .....: [21, 369, 306, 379]
